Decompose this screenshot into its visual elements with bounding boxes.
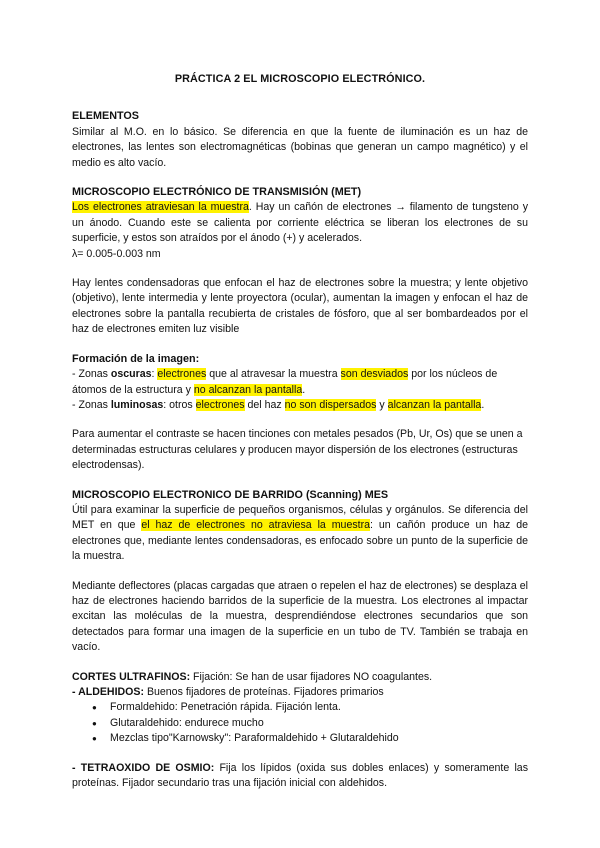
aldehidos-list bbox=[72, 700, 528, 746]
elementos-text: Similar al M.O. en lo básico. Se diferencia en que la fuente de iluminación es un haz de electrones, las lentes son electromagnéticas (bobinas que generan un campo magnético) y el medio es alto vacío. bbox=[72, 125, 528, 169]
highlight: Los electrones atraviesan la muestra bbox=[72, 201, 249, 214]
highlight: electrones bbox=[195, 398, 245, 411]
formacion-line-oscuras: - Zonas oscuras: electrones que al atravesar la muestra son desviados por los núcleos de átomos de la estructura y no alcanzan la pantalla. bbox=[72, 368, 498, 396]
lambda-value: λ= 0.005-0.003 nm bbox=[72, 247, 161, 260]
met-paragraph-1: Los electrones atraviesan la muestra. Hay un cañón de electrones → filamento de tungsteno y un ánodo. Cuando este se calienta por corriente eléctrica se liberan los electrones de su superficie, y estos son atraídos por el ánodo (+) y acelerados. bbox=[72, 201, 529, 245]
mes-paragraph-2: Mediante deflectores (placas cargadas que atraen o repelen el haz de electrones) se desplaza el haz de electrones haciendo barridos de la superficie de la muestra. Los electrones al impactar excitan las moléculas de la muestra, desprendiéndose electrones secundarios que son detectados para formar una imagen de la superficie en un tubo de TV. También se trabaja en vacío. bbox=[72, 579, 528, 654]
mes-paragraph-1: Útil para examinar la superficie de pequeños organismos, células y orgánulos. Se diferencia del MET en que el haz de electrones no atraviesa la muestra: un cañón produce un haz de electrones que, mediante lentes condensadoras, es enfocado sobre un punto de la superficie de la muestra. bbox=[72, 503, 528, 563]
met-paragraph-2: Hay lentes condensadoras que enfocan el haz de electrones sobre la muestra; y lente objetivo (objetivo), lente intermedia y lente proyectora (ocular), aumentan la imagen y enfocan el haz de electrones sobre la pantalla recubierta de cristales de fósforo, que al ser bombardeados por el haz de electrones emiten luz visible bbox=[72, 277, 528, 336]
osmio-paragraph: - TETRAOXIDO DE OSMIO: Fija los lípidos (oxida sus dobles enlaces) y someramente las proteínas. Fijador secundario tras una fijación inicial con aldehidos. bbox=[72, 761, 528, 790]
highlight: son desviados bbox=[340, 368, 409, 381]
formacion-line-luminosas: - Zonas luminosas: otros electrones del haz no son dispersados y alcanzan la pantalla. bbox=[72, 398, 485, 411]
met-heading: MICROSCOPIO ELECTRÓNICO DE TRANSMISIÓN (MET) bbox=[72, 186, 362, 199]
highlight: el haz de electrones no atraviesa la muestra bbox=[141, 519, 370, 532]
formacion-heading: Formación de la imagen: bbox=[72, 352, 200, 365]
page-title: PRÁCTICA 2 EL MICROSCOPIO ELECTRÓNICO. bbox=[174, 73, 426, 85]
highlight: electrones bbox=[157, 368, 207, 381]
cortes-heading: CORTES ULTRAFINOS: bbox=[72, 670, 191, 683]
aldehidos-line: - ALDEHIDOS: Buenos fijadores de proteínas. Fijadores primarios bbox=[72, 686, 384, 698]
list-item: ● Formaldehido: Penetración rápida. Fijación lenta. bbox=[110, 700, 528, 715]
contraste-paragraph: Para aumentar el contraste se hacen tinciones con metales pesados (Pb, Ur, Os) que se unen a determinadas estructuras celulares y producen mayor dispersión de los electrones (estructuras electrodensas). bbox=[72, 428, 523, 472]
cortes-line: CORTES ULTRAFINOS: Fijación: Se han de usar fijadores NO coagulantes. bbox=[72, 670, 433, 683]
highlight: alcanzan la pantalla bbox=[387, 398, 482, 411]
highlight: no son dispersados bbox=[284, 398, 377, 411]
list-item: ● Mezclas tipo"Karnowsky": Paraformaldehido + Glutaraldehido bbox=[110, 731, 528, 746]
mes-heading: MICROSCOPIO ELECTRONICO DE BARRIDO (Scanning) MES bbox=[72, 488, 389, 501]
document-page bbox=[72, 72, 528, 791]
list-item: ● Glutaraldehido: endurece mucho bbox=[110, 716, 528, 731]
elementos-heading: ELEMENTOS bbox=[72, 110, 139, 123]
highlight: no alcanzan la pantalla bbox=[193, 383, 303, 396]
